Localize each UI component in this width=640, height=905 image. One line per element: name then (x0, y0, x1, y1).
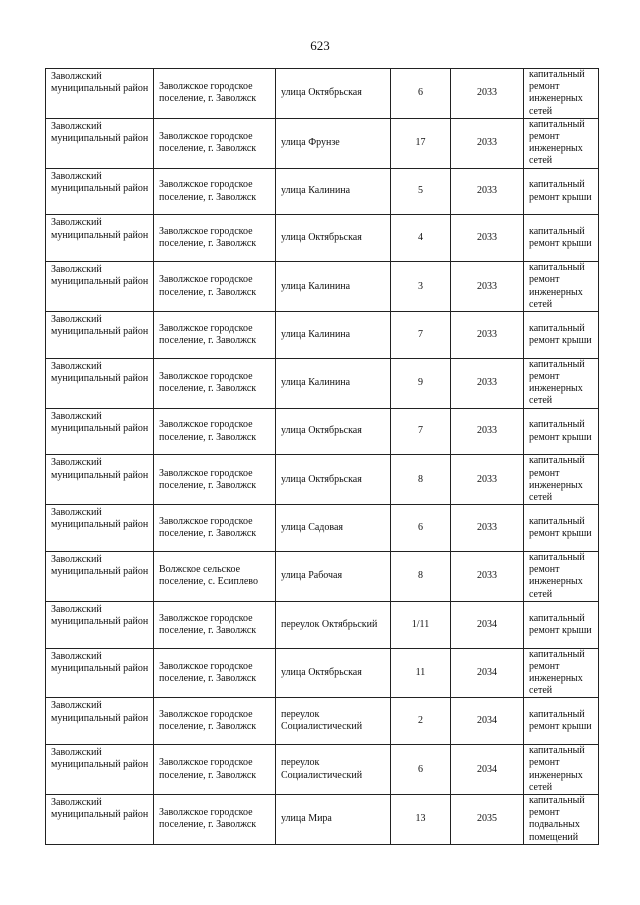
table-row (46, 648, 599, 698)
year-cell: 2034 (451, 648, 524, 698)
year-cell: 2033 (451, 312, 524, 359)
settlement-cell: Заволжское городское поселение, г. Заволжск (154, 505, 276, 552)
settlement-cell: Заволжское городское поселение, г. Заволжск (154, 118, 276, 168)
work-type-cell: капитальный ремонт инженерных сетей (524, 69, 599, 119)
work-type-cell: капитальный ремонт крыши (524, 215, 599, 262)
district-cell: Заволжский муниципальный район (46, 408, 154, 455)
year-cell: 2034 (451, 601, 524, 648)
work-type-cell: капитальный ремонт инженерных сетей (524, 648, 599, 698)
settlement-cell: Заволжское городское поселение, г. Заволжск (154, 358, 276, 408)
table-row (46, 215, 599, 262)
street-cell: улица Октябрьская (276, 215, 391, 262)
settlement-cell: Заволжское городское поселение, г. Заволжск (154, 698, 276, 745)
house-number-cell: 9 (391, 358, 451, 408)
table-row (46, 601, 599, 648)
house-number-cell: 6 (391, 69, 451, 119)
settlement-cell: Заволжское городское поселение, г. Заволжск (154, 648, 276, 698)
year-cell: 2034 (451, 698, 524, 745)
district-cell: Заволжский муниципальный район (46, 745, 154, 795)
year-cell: 2033 (451, 215, 524, 262)
district-cell: Заволжский муниципальный район (46, 552, 154, 602)
street-cell: переулок Социалистический (276, 745, 391, 795)
street-cell: улица Октябрьская (276, 408, 391, 455)
district-cell: Заволжский муниципальный район (46, 648, 154, 698)
district-cell: Заволжский муниципальный район (46, 505, 154, 552)
table-row (46, 795, 599, 845)
district-cell: Заволжский муниципальный район (46, 601, 154, 648)
table-row (46, 69, 599, 119)
year-cell: 2033 (451, 262, 524, 312)
street-cell: переулок Социалистический (276, 698, 391, 745)
house-number-cell: 6 (391, 505, 451, 552)
work-type-cell: капитальный ремонт инженерных сетей (524, 358, 599, 408)
settlement-cell: Заволжское городское поселение, г. Заволжск (154, 408, 276, 455)
street-cell: переулок Октябрьский (276, 601, 391, 648)
house-number-cell: 5 (391, 168, 451, 215)
street-cell: улица Фрунзе (276, 118, 391, 168)
work-type-cell: капитальный ремонт инженерных сетей (524, 552, 599, 602)
house-number-cell: 7 (391, 312, 451, 359)
work-type-cell: капитальный ремонт крыши (524, 168, 599, 215)
table-row (46, 262, 599, 312)
work-type-cell: капитальный ремонт подвальных помещений (524, 795, 599, 845)
table-row (46, 745, 599, 795)
settlement-cell: Заволжское городское поселение, г. Заволжск (154, 745, 276, 795)
work-type-cell: капитальный ремонт инженерных сетей (524, 455, 599, 505)
year-cell: 2033 (451, 118, 524, 168)
work-type-cell: капитальный ремонт инженерных сетей (524, 745, 599, 795)
year-cell: 2033 (451, 168, 524, 215)
district-cell: Заволжский муниципальный район (46, 69, 154, 119)
work-type-cell: капитальный ремонт крыши (524, 601, 599, 648)
street-cell: улица Калинина (276, 312, 391, 359)
street-cell: улица Мира (276, 795, 391, 845)
house-number-cell: 2 (391, 698, 451, 745)
work-type-cell: капитальный ремонт крыши (524, 408, 599, 455)
settlement-cell: Заволжское городское поселение, г. Заволжск (154, 168, 276, 215)
work-type-cell: капитальный ремонт крыши (524, 505, 599, 552)
table-row (46, 358, 599, 408)
house-number-cell: 4 (391, 215, 451, 262)
work-type-cell: капитальный ремонт инженерных сетей (524, 118, 599, 168)
house-number-cell: 1/11 (391, 601, 451, 648)
district-cell: Заволжский муниципальный район (46, 455, 154, 505)
page-number: 623 (310, 38, 330, 53)
street-cell: улица Садовая (276, 505, 391, 552)
street-cell: улица Калинина (276, 262, 391, 312)
district-cell: Заволжский муниципальный район (46, 118, 154, 168)
house-number-cell: 7 (391, 408, 451, 455)
settlement-cell: Заволжское городское поселение, г. Заволжск (154, 601, 276, 648)
work-type-cell: капитальный ремонт крыши (524, 312, 599, 359)
settlement-cell: Заволжское городское поселение, г. Заволжск (154, 69, 276, 119)
year-cell: 2033 (451, 552, 524, 602)
settlement-cell: Заволжское городское поселение, г. Заволжск (154, 215, 276, 262)
table-row (46, 118, 599, 168)
year-cell: 2035 (451, 795, 524, 845)
table-row (46, 455, 599, 505)
district-cell: Заволжский муниципальный район (46, 215, 154, 262)
house-number-cell: 13 (391, 795, 451, 845)
street-cell: улица Октябрьская (276, 455, 391, 505)
street-cell: улица Калинина (276, 168, 391, 215)
year-cell: 2033 (451, 69, 524, 119)
settlement-cell: Заволжское городское поселение, г. Заволжск (154, 312, 276, 359)
table-row (46, 505, 599, 552)
work-type-cell: капитальный ремонт инженерных сетей (524, 262, 599, 312)
house-number-cell: 11 (391, 648, 451, 698)
street-cell: улица Октябрьская (276, 69, 391, 119)
house-number-cell: 6 (391, 745, 451, 795)
district-cell: Заволжский муниципальный район (46, 262, 154, 312)
table-row (46, 312, 599, 359)
street-cell: улица Октябрьская (276, 648, 391, 698)
district-cell: Заволжский муниципальный район (46, 312, 154, 359)
house-number-cell: 3 (391, 262, 451, 312)
table-row (46, 168, 599, 215)
work-type-cell: капитальный ремонт крыши (524, 698, 599, 745)
district-cell: Заволжский муниципальный район (46, 795, 154, 845)
year-cell: 2033 (451, 358, 524, 408)
house-number-cell: 8 (391, 552, 451, 602)
settlement-cell: Волжское сельское поселение, с. Есиплево (154, 552, 276, 602)
district-cell: Заволжский муниципальный район (46, 358, 154, 408)
table-row (46, 698, 599, 745)
settlement-cell: Заволжское городское поселение, г. Заволжск (154, 795, 276, 845)
year-cell: 2033 (451, 408, 524, 455)
settlement-cell: Заволжское городское поселение, г. Заволжск (154, 262, 276, 312)
repair-schedule-table (45, 68, 599, 845)
year-cell: 2033 (451, 455, 524, 505)
table-row (46, 408, 599, 455)
year-cell: 2033 (451, 505, 524, 552)
table-row (46, 552, 599, 602)
street-cell: улица Калинина (276, 358, 391, 408)
street-cell: улица Рабочая (276, 552, 391, 602)
year-cell: 2034 (451, 745, 524, 795)
district-cell: Заволжский муниципальный район (46, 698, 154, 745)
house-number-cell: 8 (391, 455, 451, 505)
district-cell: Заволжский муниципальный район (46, 168, 154, 215)
house-number-cell: 17 (391, 118, 451, 168)
settlement-cell: Заволжское городское поселение, г. Заволжск (154, 455, 276, 505)
